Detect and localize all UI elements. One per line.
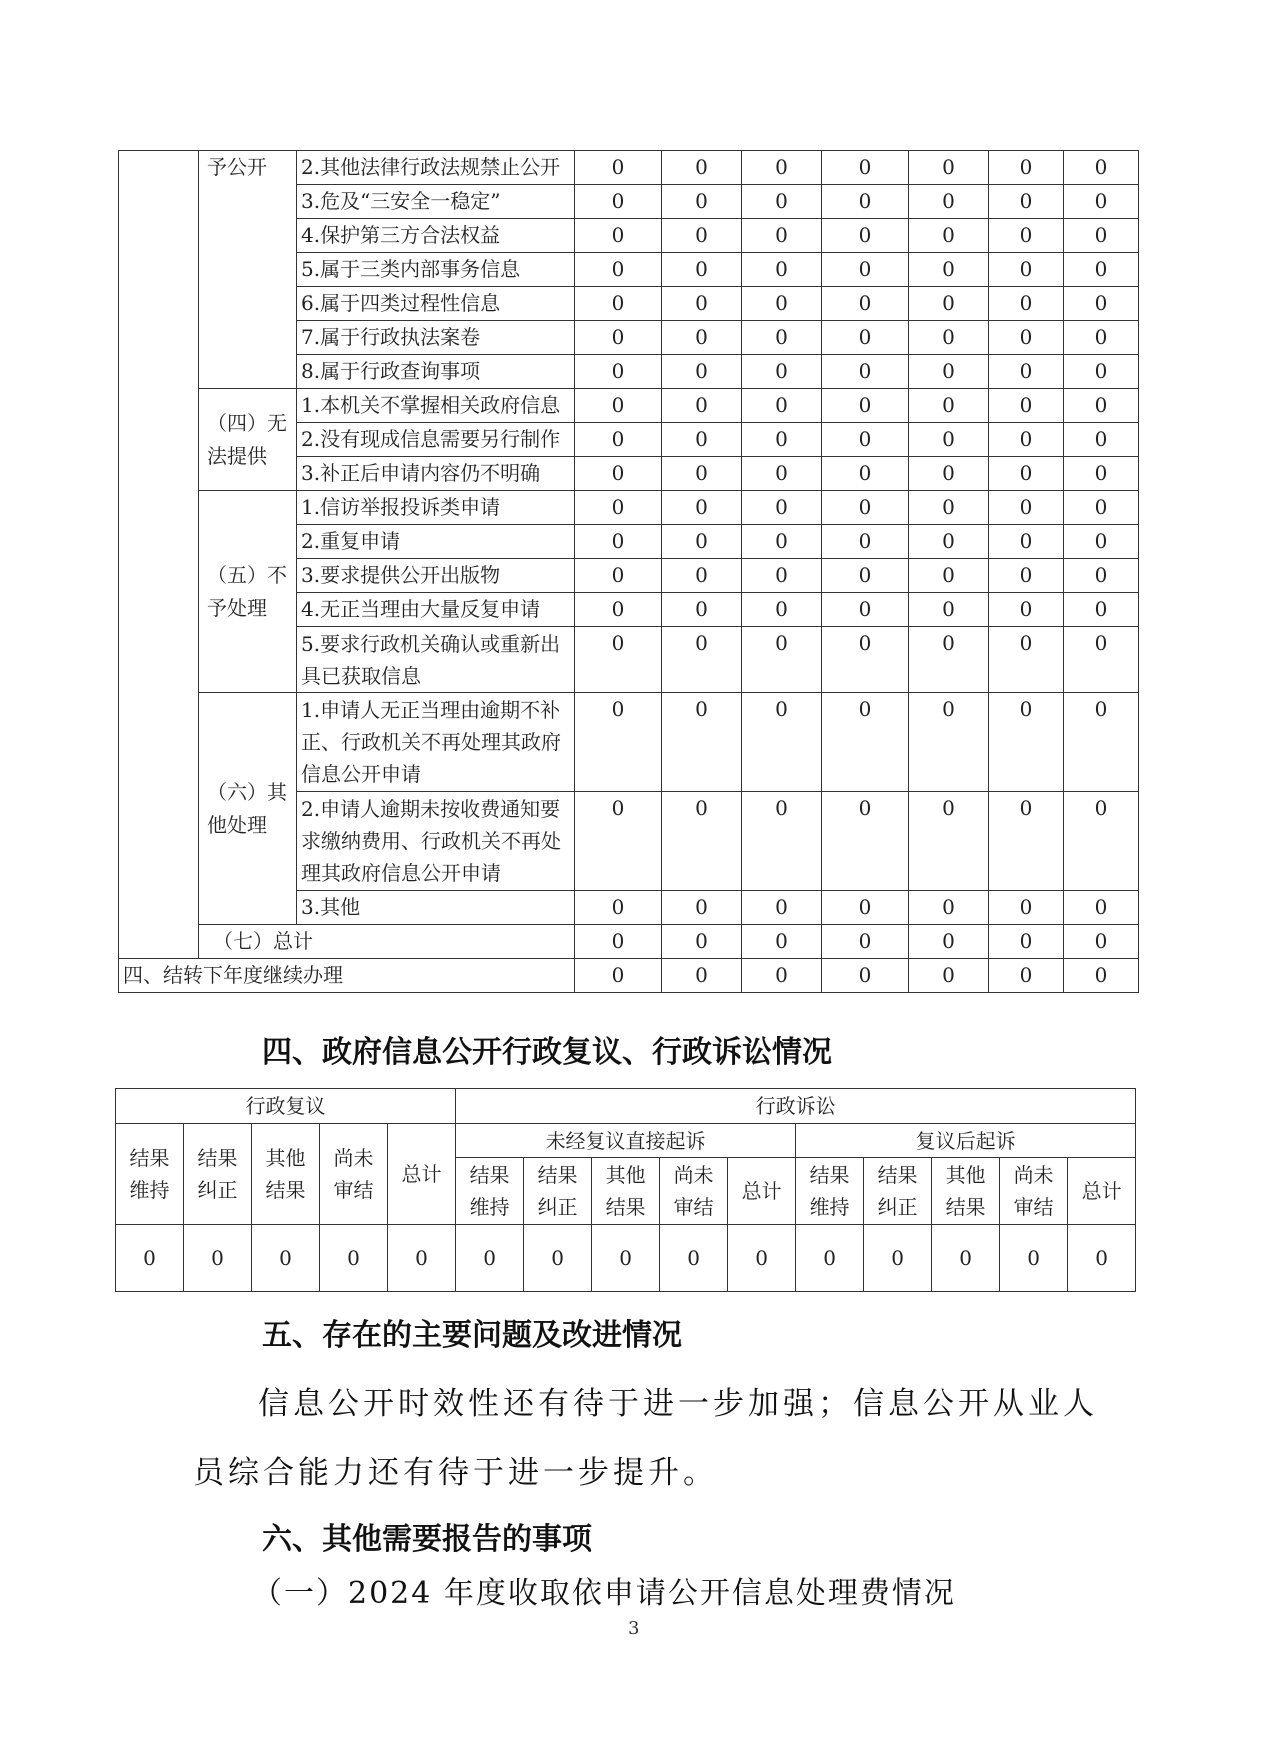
value-cell: 0 — [989, 423, 1064, 457]
value-cell: 0 — [989, 693, 1064, 792]
value-cell: 0 — [742, 891, 822, 925]
value-cell: 0 — [575, 253, 662, 287]
value-cell: 0 — [1064, 287, 1139, 321]
value-cell: 0 — [662, 627, 742, 693]
value-cell: 0 — [1064, 185, 1139, 219]
review-col-3: 其他 结果 — [252, 1124, 320, 1225]
value-cell: 0 — [1064, 253, 1139, 287]
section5-line1: 信息公开时效性还有待于进一步加强；信息公开从业人 — [258, 1386, 1098, 1422]
value-cell: 0 — [909, 925, 989, 959]
value-cell: 0 — [909, 792, 989, 891]
value-cell: 0 — [575, 693, 662, 792]
value-cell: 0 — [575, 959, 662, 993]
carry-label: 四、结转下年度继续办理 — [119, 959, 575, 993]
row-label: 3.危及“三安全一稳定” — [297, 185, 575, 219]
direct-col-1: 结果 维持 — [456, 1158, 524, 1225]
row-label: 2.重复申请 — [297, 525, 575, 559]
value-cell: 0 — [796, 1225, 864, 1292]
value-cell: 0 — [909, 457, 989, 491]
category-cell: （五）不 予处理 — [199, 491, 297, 693]
value-cell: 0 — [822, 593, 909, 627]
value-cell: 0 — [456, 1225, 524, 1292]
row-label: 7.属于行政执法案卷 — [297, 321, 575, 355]
value-cell: 0 — [1064, 491, 1139, 525]
value-cell: 0 — [575, 891, 662, 925]
value-cell: 0 — [524, 1225, 592, 1292]
value-cell: 0 — [989, 355, 1064, 389]
value-cell: 0 — [662, 185, 742, 219]
value-cell: 0 — [909, 253, 989, 287]
value-cell: 0 — [662, 693, 742, 792]
value-cell: 0 — [822, 355, 909, 389]
value-cell: 0 — [822, 287, 909, 321]
table-row — [119, 693, 1139, 792]
value-cell: 0 — [1064, 423, 1139, 457]
value-cell: 0 — [1064, 457, 1139, 491]
value-cell: 0 — [662, 891, 742, 925]
value-cell: 0 — [989, 525, 1064, 559]
value-cell: 0 — [662, 151, 742, 185]
value-cell: 0 — [662, 491, 742, 525]
value-cell: 0 — [909, 321, 989, 355]
value-cell: 0 — [822, 693, 909, 792]
value-cell: 0 — [909, 389, 989, 423]
value-cell: 0 — [909, 693, 989, 792]
value-cell: 0 — [822, 321, 909, 355]
row-label: 1.本机关不掌握相关政府信息 — [297, 389, 575, 423]
value-cell: 0 — [909, 593, 989, 627]
value-cell: 0 — [575, 151, 662, 185]
value-cell: 0 — [989, 253, 1064, 287]
value-cell: 0 — [989, 287, 1064, 321]
value-cell: 0 — [742, 287, 822, 321]
value-cell: 0 — [989, 559, 1064, 593]
row-label: 4.无正当理由大量反复申请 — [297, 593, 575, 627]
value-cell: 0 — [1068, 1225, 1136, 1292]
value-cell: 0 — [822, 219, 909, 253]
after-col-total: 总计 — [1068, 1158, 1136, 1225]
value-cell: 0 — [1064, 959, 1139, 993]
row-label: 1.申请人无正当理由逾期不补 正、行政机关不再处理其政府 信息公开申请 — [297, 693, 575, 792]
category-cell: 予公开 — [199, 151, 297, 389]
value-cell: 0 — [742, 151, 822, 185]
value-cell: 0 — [989, 891, 1064, 925]
after-col-3: 其他 结果 — [932, 1158, 1000, 1225]
value-cell: 0 — [742, 423, 822, 457]
value-cell: 0 — [662, 593, 742, 627]
review-col-2: 结果 纠正 — [184, 1124, 252, 1225]
value-cell: 0 — [388, 1225, 456, 1292]
row-label: 2.申请人逾期未按收费通知要 求缴纳费用、行政机关不再处 理其政府信息公开申请 — [297, 792, 575, 891]
review-col-total: 总计 — [388, 1124, 456, 1225]
value-cell: 0 — [989, 389, 1064, 423]
header-after: 复议后起诉 — [796, 1124, 1136, 1158]
value-cell: 0 — [575, 559, 662, 593]
value-cell: 0 — [575, 423, 662, 457]
value-cell: 0 — [742, 627, 822, 693]
value-cell: 0 — [989, 593, 1064, 627]
value-cell: 0 — [989, 185, 1064, 219]
value-cell: 0 — [822, 491, 909, 525]
value-cell: 0 — [660, 1225, 728, 1292]
value-cell: 0 — [989, 792, 1064, 891]
header-review: 行政复议 — [116, 1089, 456, 1124]
row-label: 5.要求行政机关确认或重新出 具已获取信息 — [297, 627, 575, 693]
after-col-1: 结果 维持 — [796, 1158, 864, 1225]
value-cell: 0 — [575, 287, 662, 321]
value-cell: 0 — [742, 253, 822, 287]
value-cell: 0 — [909, 185, 989, 219]
value-cell: 0 — [662, 423, 742, 457]
row-label: 5.属于三类内部事务信息 — [297, 253, 575, 287]
value-cell: 0 — [989, 457, 1064, 491]
value-cell: 0 — [989, 219, 1064, 253]
section5-line2: 员综合能力还有待于进一步提升。 — [193, 1455, 718, 1491]
row-label: 3.其他 — [297, 891, 575, 925]
value-cell: 0 — [575, 491, 662, 525]
value-cell: 0 — [822, 423, 909, 457]
outer-category-cell — [119, 151, 199, 959]
value-cell: 0 — [822, 627, 909, 693]
value-cell: 0 — [662, 287, 742, 321]
value-cell: 0 — [742, 792, 822, 891]
value-cell: 0 — [575, 321, 662, 355]
row-label: 2.其他法律行政法规禁止公开 — [297, 151, 575, 185]
value-cell: 0 — [184, 1225, 252, 1292]
after-col-2: 结果 纠正 — [864, 1158, 932, 1225]
value-cell: 0 — [575, 185, 662, 219]
disposal-results-table — [118, 150, 1139, 993]
value-cell: 0 — [1064, 525, 1139, 559]
value-cell: 0 — [989, 959, 1064, 993]
value-cell: 0 — [822, 959, 909, 993]
header-litigation: 行政诉讼 — [456, 1089, 1136, 1124]
row-label: 3.要求提供公开出版物 — [297, 559, 575, 593]
value-cell: 0 — [252, 1225, 320, 1292]
direct-col-2: 结果 纠正 — [524, 1158, 592, 1225]
value-cell: 0 — [742, 355, 822, 389]
direct-col-3: 其他 结果 — [592, 1158, 660, 1225]
value-cell: 0 — [742, 457, 822, 491]
value-cell: 0 — [575, 925, 662, 959]
category-cell: （六）其 他处理 — [199, 693, 297, 925]
value-cell: 0 — [1064, 219, 1139, 253]
direct-col-total: 总计 — [728, 1158, 796, 1225]
value-cell: 0 — [662, 321, 742, 355]
value-cell: 0 — [822, 559, 909, 593]
value-cell: 0 — [989, 491, 1064, 525]
value-cell: 0 — [575, 355, 662, 389]
table-row — [119, 491, 1139, 525]
value-cell: 0 — [742, 185, 822, 219]
value-cell: 0 — [742, 219, 822, 253]
after-col-4: 尚未 审结 — [1000, 1158, 1068, 1225]
total-row — [119, 925, 1139, 959]
row-label: 4.保护第三方合法权益 — [297, 219, 575, 253]
row-label: 8.属于行政查询事项 — [297, 355, 575, 389]
value-cell: 0 — [989, 321, 1064, 355]
value-cell: 0 — [822, 792, 909, 891]
value-cell: 0 — [822, 185, 909, 219]
value-cell: 0 — [662, 219, 742, 253]
value-cell: 0 — [742, 593, 822, 627]
value-cell: 0 — [742, 321, 822, 355]
value-cell: 0 — [909, 151, 989, 185]
value-cell: 0 — [662, 525, 742, 559]
value-cell: 0 — [575, 389, 662, 423]
value-cell: 0 — [1064, 389, 1139, 423]
section6-title: 六、其他需要报告的事项 — [262, 1522, 592, 1557]
value-cell: 0 — [1064, 355, 1139, 389]
carry-row — [119, 959, 1139, 993]
value-cell: 0 — [909, 355, 989, 389]
value-cell: 0 — [1064, 693, 1139, 792]
value-cell: 0 — [575, 593, 662, 627]
table-row — [119, 151, 1139, 185]
review-litigation-table — [115, 1088, 1136, 1292]
value-cell: 0 — [822, 891, 909, 925]
value-cell: 0 — [662, 559, 742, 593]
value-cell: 0 — [742, 525, 822, 559]
total-label: （七）总计 — [199, 925, 575, 959]
value-cell: 0 — [1064, 627, 1139, 693]
value-cell: 0 — [662, 959, 742, 993]
row-label: 6.属于四类过程性信息 — [297, 287, 575, 321]
value-cell: 0 — [742, 559, 822, 593]
row-label: 1.信访举报投诉类申请 — [297, 491, 575, 525]
value-cell: 0 — [742, 925, 822, 959]
value-cell: 0 — [822, 457, 909, 491]
value-cell: 0 — [909, 423, 989, 457]
value-cell: 0 — [909, 559, 989, 593]
value-cell: 0 — [742, 693, 822, 792]
value-cell: 0 — [822, 253, 909, 287]
value-cell: 0 — [1064, 925, 1139, 959]
value-cell: 0 — [909, 959, 989, 993]
value-cell: 0 — [1064, 891, 1139, 925]
value-cell: 0 — [116, 1225, 184, 1292]
value-cell: 0 — [989, 925, 1064, 959]
value-cell: 0 — [822, 925, 909, 959]
value-cell: 0 — [662, 253, 742, 287]
value-cell: 0 — [1064, 151, 1139, 185]
value-cell: 0 — [662, 355, 742, 389]
value-cell: 0 — [1064, 792, 1139, 891]
value-cell: 0 — [989, 151, 1064, 185]
value-cell: 0 — [909, 525, 989, 559]
value-cell: 0 — [909, 627, 989, 693]
value-cell: 0 — [989, 627, 1064, 693]
row-label: 2.没有现成信息需要另行制作 — [297, 423, 575, 457]
value-cell: 0 — [864, 1225, 932, 1292]
value-cell: 0 — [822, 151, 909, 185]
table-row — [119, 389, 1139, 423]
value-cell: 0 — [662, 389, 742, 423]
value-cell: 0 — [932, 1225, 1000, 1292]
value-cell: 0 — [662, 925, 742, 959]
value-cell: 0 — [575, 792, 662, 891]
value-cell: 0 — [575, 219, 662, 253]
value-cell: 0 — [1064, 559, 1139, 593]
review-col-4: 尚未 审结 — [320, 1124, 388, 1225]
value-cell: 0 — [909, 891, 989, 925]
value-cell: 0 — [1064, 593, 1139, 627]
category-cell: （四）无 法提供 — [199, 389, 297, 491]
section5-title: 五、存在的主要问题及改进情况 — [262, 1318, 682, 1353]
value-cell: 0 — [909, 219, 989, 253]
row-label: 3.补正后申请内容仍不明确 — [297, 457, 575, 491]
direct-col-4: 尚未 审结 — [660, 1158, 728, 1225]
value-cell: 0 — [728, 1225, 796, 1292]
value-cell: 0 — [575, 627, 662, 693]
header-direct: 未经复议直接起诉 — [456, 1124, 796, 1158]
value-cell: 0 — [822, 389, 909, 423]
value-cell: 0 — [662, 792, 742, 891]
value-cell: 0 — [822, 525, 909, 559]
value-cell: 0 — [662, 457, 742, 491]
value-cell: 0 — [909, 287, 989, 321]
review-col-1: 结果 维持 — [116, 1124, 184, 1225]
section6-sub1: （一）2024 年度收取依申请公开信息处理费情况 — [252, 1576, 956, 1611]
value-cell: 0 — [575, 457, 662, 491]
value-cell: 0 — [1064, 321, 1139, 355]
value-cell: 0 — [909, 491, 989, 525]
value-cell: 0 — [575, 525, 662, 559]
value-cell: 0 — [742, 491, 822, 525]
value-cell: 0 — [592, 1225, 660, 1292]
value-cell: 0 — [320, 1225, 388, 1292]
value-cell: 0 — [742, 959, 822, 993]
value-cell: 0 — [1000, 1225, 1068, 1292]
value-cell: 0 — [742, 389, 822, 423]
page-number: 3 — [628, 1618, 640, 1639]
section4-title: 四、政府信息公开行政复议、行政诉讼情况 — [262, 1035, 832, 1070]
